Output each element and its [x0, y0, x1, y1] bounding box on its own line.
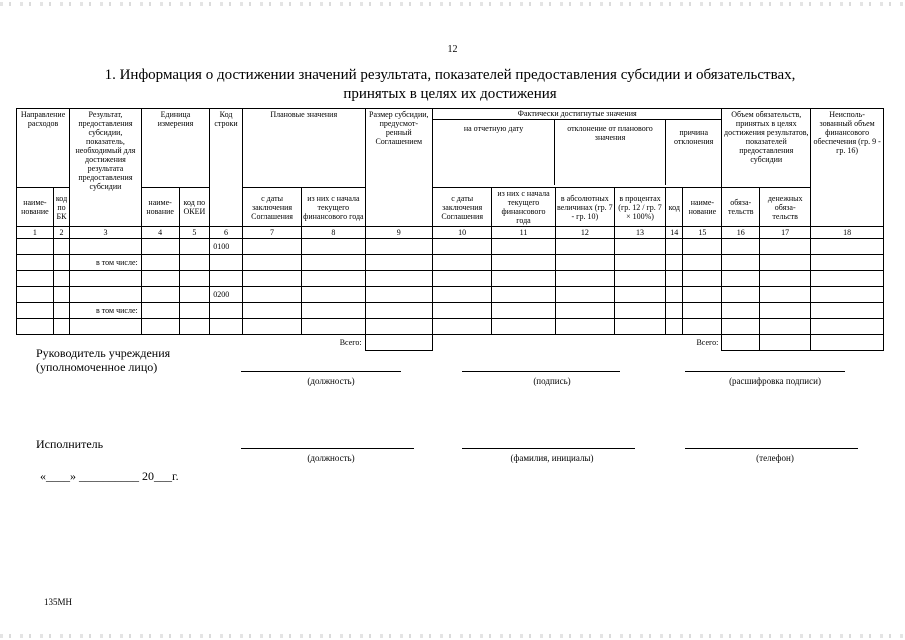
- head-label: [36, 346, 170, 374]
- phone-line: [685, 448, 858, 449]
- header-reason-code: код: [666, 188, 683, 227]
- column-number: 9: [365, 227, 432, 239]
- head-label-line2: (уполномоченное лицо): [36, 360, 158, 374]
- total-label-right: Всего:: [433, 335, 722, 351]
- column-number: 1: [17, 227, 54, 239]
- page-number: 12: [447, 44, 458, 55]
- header-obligations-money: денежных обяза- тельств: [760, 188, 811, 227]
- header-deviation: отклонение от планового значения: [555, 120, 666, 185]
- date-line: «____» __________ 20___г.: [40, 469, 179, 483]
- column-number: 8: [302, 227, 365, 239]
- header-planned-from-year: из них с начала текущего финансового года: [302, 188, 365, 227]
- header-row-code: Код строки: [210, 109, 243, 227]
- column-number: 6: [210, 227, 243, 239]
- header-actual-from-agreement: с даты заключения Соглашения: [433, 188, 492, 227]
- column-number: 18: [811, 227, 884, 239]
- signature-line: [462, 371, 620, 372]
- header-actual-on-date: на отчетную дату: [433, 120, 555, 185]
- header-reason: причина отклонения: [674, 128, 714, 146]
- column-number: 4: [141, 227, 179, 239]
- column-number: 16: [722, 227, 760, 239]
- header-deviation-pct: в процентах (гр. 12 / гр. 7 × 100%): [614, 188, 665, 227]
- header-obligations: Объем обязательств, принятых в целях достижения результатов, показателей предоставления субсидии: [722, 109, 811, 188]
- column-number: 12: [555, 227, 614, 239]
- full-name-caption: (фамилия, инициалы): [510, 453, 594, 463]
- column-number: 3: [70, 227, 142, 239]
- header-unit-okei: код по ОКЕИ: [179, 188, 210, 227]
- column-number: 15: [683, 227, 722, 239]
- column-number: 13: [614, 227, 665, 239]
- executor-position-line: [241, 448, 414, 449]
- executor-label: Исполнитель: [36, 437, 104, 451]
- header-subsidy-size: Размер субсидии, предусмот- ренный Соглашением: [365, 109, 432, 227]
- header-reason-name: наиме- нование: [683, 188, 722, 227]
- header-result: Результат, предоставления субсидии, показатель, необходимый для достижения результата предоставления субсидии: [70, 109, 142, 227]
- header-deviation-abs: в абсолютных величинах (гр. 7 - гр. 10): [555, 188, 614, 227]
- header-actual-title: Фактически достигнутые значения: [433, 109, 721, 120]
- header-obligations-liab: обяза- тельств: [722, 188, 760, 227]
- header-planned-from-agreement: с даты заключения Соглашения: [242, 188, 301, 227]
- column-number: 10: [433, 227, 492, 239]
- position-line: [241, 371, 401, 372]
- signature-caption: (подпись): [533, 376, 571, 386]
- column-number: 7: [242, 227, 301, 239]
- total-label-left: Всего:: [17, 335, 366, 351]
- decoding-line: [685, 371, 845, 372]
- row-code-0200: 0200: [210, 287, 243, 303]
- column-number: 11: [492, 227, 555, 239]
- column-number: 2: [53, 227, 69, 239]
- including-label: в том числе:: [70, 303, 142, 319]
- header-planned: Плановые значения: [242, 109, 365, 188]
- decoding-caption: (расшифровка подписи): [729, 376, 821, 386]
- header-actual-from-year: из них с начала текущего финансового года: [492, 188, 555, 227]
- header-unit: Единица измерения: [141, 109, 209, 188]
- header-direction-name: наиме- нование: [17, 188, 54, 227]
- including-label: в том числе:: [70, 255, 142, 271]
- title-line-2: принятых в целях их достижения: [343, 86, 557, 102]
- header-direction-code: код по БК: [53, 188, 69, 227]
- column-number: 14: [666, 227, 683, 239]
- position-caption: (должность): [307, 376, 355, 386]
- header-unused: Неисполь- зованный объем финансового обеспечения (гр. 9 - гр. 16): [811, 109, 884, 227]
- head-label-line1: Руководитель учреждения: [36, 346, 171, 360]
- phone-caption: (телефон): [756, 453, 794, 463]
- executor-position-caption: (должность): [307, 453, 355, 463]
- column-number: 17: [760, 227, 811, 239]
- title-line-1: 1. Информация о достижении значений результата, показателей предоставления субсидии и обязательствах,: [104, 67, 796, 83]
- header-direction: Направление расходов: [17, 109, 70, 188]
- form-code: 135МН: [44, 597, 73, 607]
- row-code-0100: 0100: [210, 239, 243, 255]
- column-number: 5: [179, 227, 210, 239]
- header-unit-name: наиме- нование: [141, 188, 179, 227]
- full-name-line: [462, 448, 635, 449]
